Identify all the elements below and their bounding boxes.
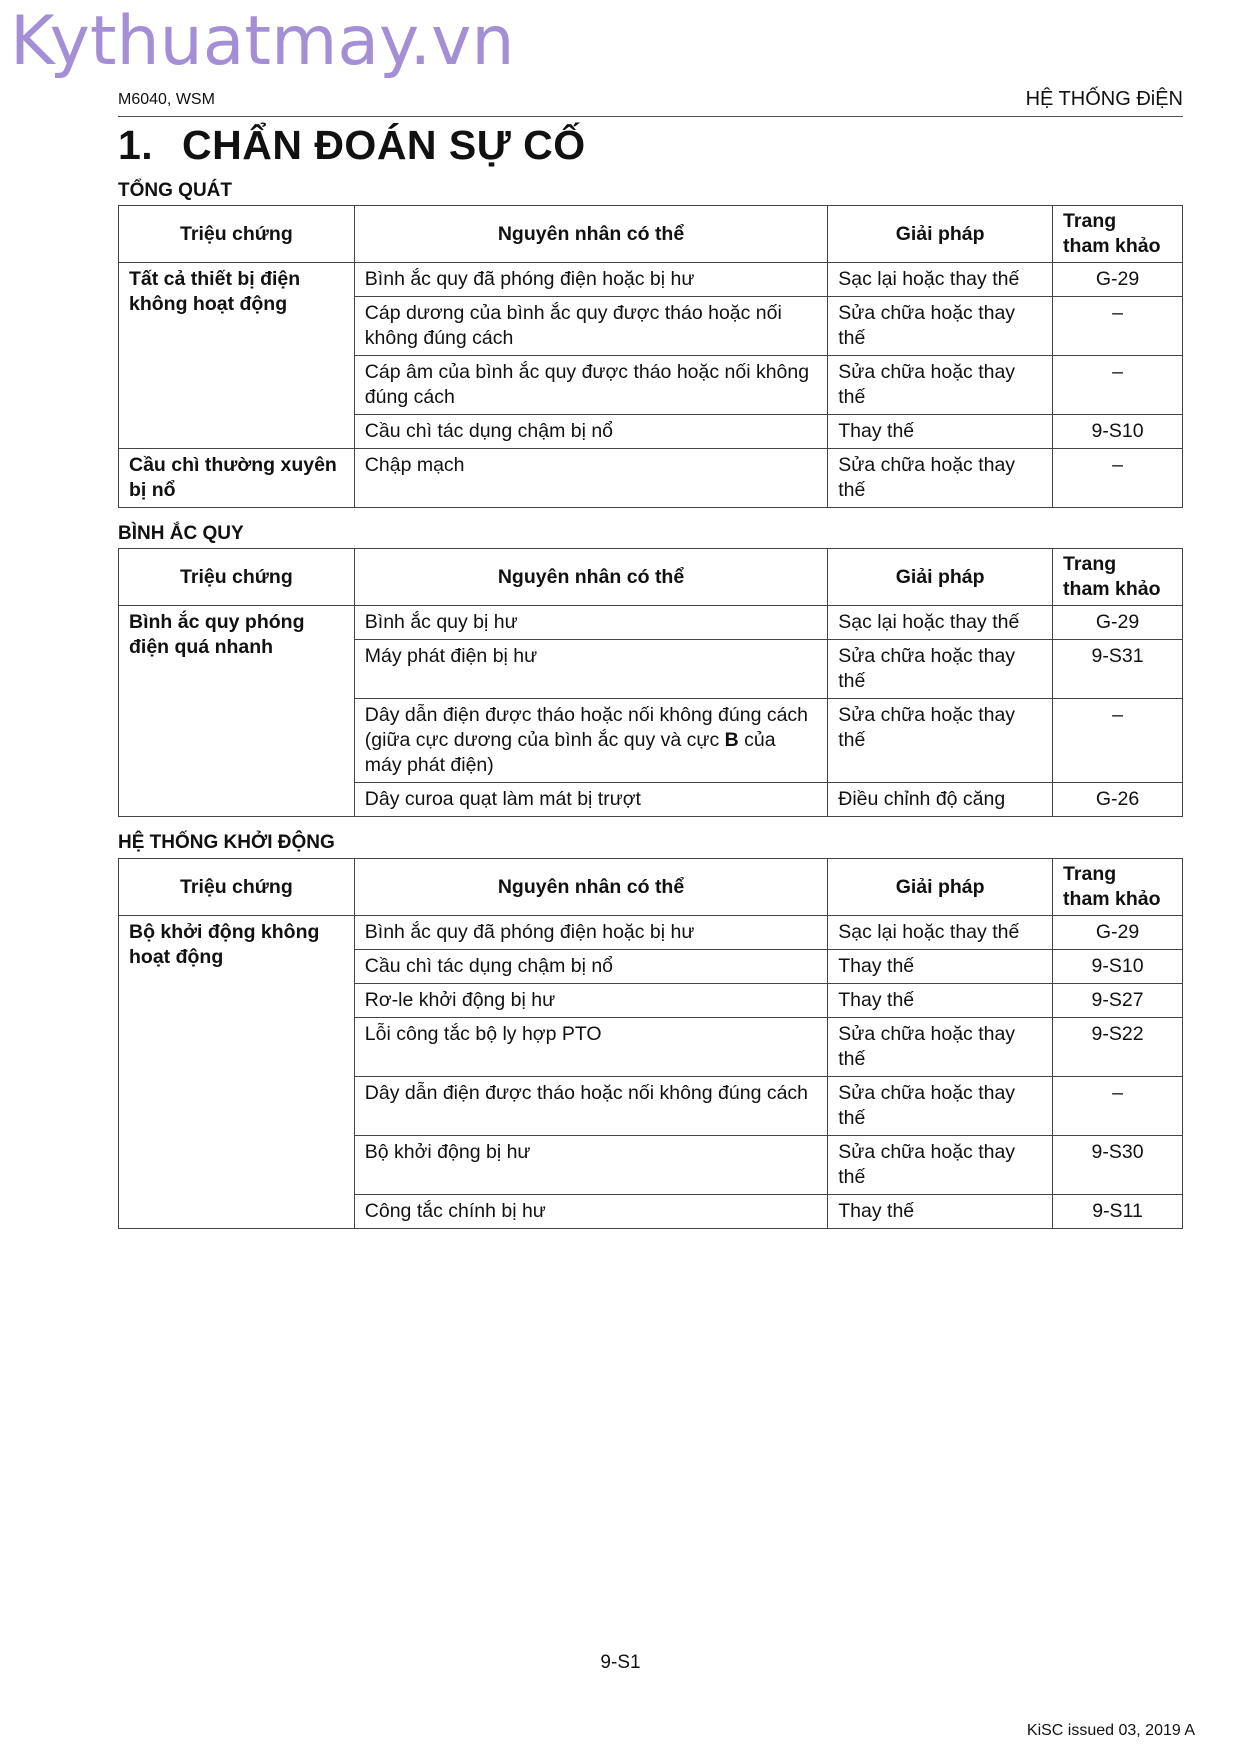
ref-cell: 9-S22 bbox=[1053, 1018, 1183, 1077]
ref-cell: G-29 bbox=[1053, 916, 1183, 950]
table-row bbox=[119, 916, 1183, 950]
solution-cell: Sửa chữa hoặc thay thế bbox=[828, 1136, 1053, 1195]
ref-cell: 9-S10 bbox=[1053, 415, 1183, 449]
cause-cell: Máy phát điện bị hư bbox=[354, 640, 827, 699]
table-starting bbox=[118, 858, 1183, 1229]
page-number: 9-S1 bbox=[600, 1652, 641, 1673]
table-header-row bbox=[119, 859, 1183, 916]
cause-cell: Bình ắc quy đã phóng điện hoặc bị hư bbox=[354, 263, 827, 297]
cause-cell: Bộ khởi động bị hư bbox=[354, 1136, 827, 1195]
solution-cell: Sửa chữa hoặc thay thế bbox=[828, 449, 1053, 508]
ref-cell: 9-S30 bbox=[1053, 1136, 1183, 1195]
symptom-cell: Bộ khởi động không hoạt động bbox=[119, 916, 355, 1229]
solution-cell: Thay thế bbox=[828, 1195, 1053, 1229]
cause-cell: Chập mạch bbox=[354, 449, 827, 508]
section-heading-general: TỔNG QUÁT bbox=[118, 180, 232, 201]
watermark-logo: Kythuatmay.vn bbox=[10, 2, 515, 81]
col-header-ref: Trang tham khảo bbox=[1053, 206, 1183, 263]
solution-cell: Sửa chữa hoặc thay thế bbox=[828, 356, 1053, 415]
symptom-cell: Bình ắc quy phóng điện quá nhanh bbox=[119, 606, 355, 817]
symptom-cell: Tất cả thiết bị điện không hoạt động bbox=[119, 263, 355, 449]
ref-cell: G-29 bbox=[1053, 263, 1183, 297]
col-header-cause: Nguyên nhân có thể bbox=[354, 206, 827, 263]
header-chapter: HỆ THỐNG ĐiỆN bbox=[1025, 88, 1183, 110]
cause-cell: Dây dẫn điện được tháo hoặc nối không đúng cách bbox=[354, 1077, 827, 1136]
header-rule bbox=[118, 116, 1183, 117]
col-header-ref: Trang tham khảo bbox=[1053, 549, 1183, 606]
solution-cell: Thay thế bbox=[828, 950, 1053, 984]
title-text: CHẨN ĐOÁN SỰ CỐ bbox=[182, 122, 586, 168]
table-row bbox=[119, 263, 1183, 297]
section-heading-starting: HỆ THỐNG KHỞI ĐỘNG bbox=[118, 832, 335, 853]
cause-cell: Dây curoa quạt làm mát bị trượt bbox=[354, 783, 827, 817]
col-header-solution: Giải pháp bbox=[828, 859, 1053, 916]
cause-cell: Bình ắc quy đã phóng điện hoặc bị hư bbox=[354, 916, 827, 950]
table-battery bbox=[118, 548, 1183, 817]
solution-cell: Thay thế bbox=[828, 984, 1053, 1018]
cause-cell: Bình ắc quy bị hư bbox=[354, 606, 827, 640]
solution-cell: Thay thế bbox=[828, 415, 1053, 449]
ref-cell: 9-S10 bbox=[1053, 950, 1183, 984]
solution-cell: Sửa chữa hoặc thay thế bbox=[828, 699, 1053, 783]
solution-cell: Sửa chữa hoặc thay thế bbox=[828, 640, 1053, 699]
solution-cell: Sửa chữa hoặc thay thế bbox=[828, 1018, 1053, 1077]
table-row bbox=[119, 449, 1183, 508]
solution-cell: Điều chỉnh độ căng bbox=[828, 783, 1053, 817]
ref-cell: – bbox=[1053, 297, 1183, 356]
col-header-cause: Nguyên nhân có thể bbox=[354, 859, 827, 916]
solution-cell: Sạc lại hoặc thay thế bbox=[828, 263, 1053, 297]
col-header-ref: Trang tham khảo bbox=[1053, 859, 1183, 916]
col-header-symptom: Triệu chứng bbox=[119, 206, 355, 263]
title-number: 1. bbox=[118, 122, 154, 168]
table-general bbox=[118, 205, 1183, 508]
solution-cell: Sạc lại hoặc thay thế bbox=[828, 606, 1053, 640]
section-heading-battery: BÌNH ẮC QUY bbox=[118, 523, 244, 544]
ref-cell: 9-S11 bbox=[1053, 1195, 1183, 1229]
ref-cell: – bbox=[1053, 356, 1183, 415]
cause-cell: Rơ-le khởi động bị hư bbox=[354, 984, 827, 1018]
col-header-cause: Nguyên nhân có thể bbox=[354, 549, 827, 606]
ref-cell: G-29 bbox=[1053, 606, 1183, 640]
header-model: M6040, WSM bbox=[118, 91, 215, 108]
table-header-row bbox=[119, 549, 1183, 606]
cause-cell: Cáp âm của bình ắc quy được tháo hoặc nối không đúng cách bbox=[354, 356, 827, 415]
col-header-solution: Giải pháp bbox=[828, 549, 1053, 606]
solution-cell: Sạc lại hoặc thay thế bbox=[828, 916, 1053, 950]
cause-cell: Cáp dương của bình ắc quy được tháo hoặc nối không đúng cách bbox=[354, 297, 827, 356]
cause-cell: Cầu chì tác dụng chậm bị nổ bbox=[354, 415, 827, 449]
table-header-row bbox=[119, 206, 1183, 263]
cause-cell: Dây dẫn điện được tháo hoặc nối không đúng cách (giữa cực dương của bình ắc quy và cực B của máy phát điện) bbox=[354, 699, 827, 783]
ref-cell: – bbox=[1053, 449, 1183, 508]
solution-cell: Sửa chữa hoặc thay thế bbox=[828, 1077, 1053, 1136]
symptom-cell: Cầu chì thường xuyên bị nổ bbox=[119, 449, 355, 508]
page-title bbox=[118, 122, 586, 169]
col-header-symptom: Triệu chứng bbox=[119, 859, 355, 916]
ref-cell: 9-S31 bbox=[1053, 640, 1183, 699]
col-header-symptom: Triệu chứng bbox=[119, 549, 355, 606]
cause-cell: Cầu chì tác dụng chậm bị nổ bbox=[354, 950, 827, 984]
solution-cell: Sửa chữa hoặc thay thế bbox=[828, 297, 1053, 356]
cause-cell: Công tắc chính bị hư bbox=[354, 1195, 827, 1229]
ref-cell: – bbox=[1053, 699, 1183, 783]
table-row bbox=[119, 606, 1183, 640]
ref-cell: 9-S27 bbox=[1053, 984, 1183, 1018]
cause-cell: Lỗi công tắc bộ ly hợp PTO bbox=[354, 1018, 827, 1077]
ref-cell: – bbox=[1053, 1077, 1183, 1136]
col-header-solution: Giải pháp bbox=[828, 206, 1053, 263]
issue-note: KiSC issued 03, 2019 A bbox=[1026, 1722, 1195, 1739]
ref-cell: G-26 bbox=[1053, 783, 1183, 817]
